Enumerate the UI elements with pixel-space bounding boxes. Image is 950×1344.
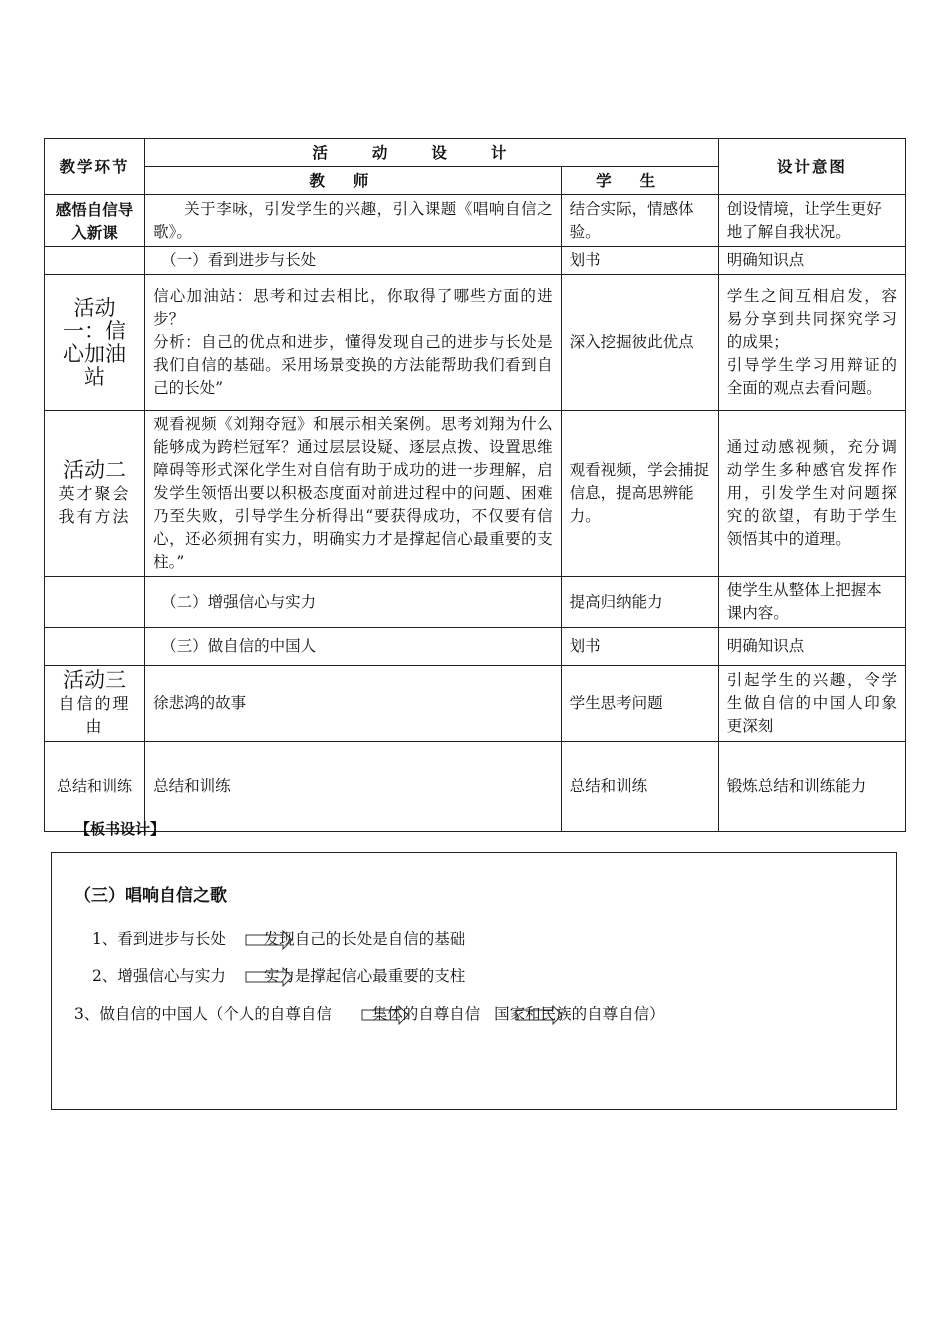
teacher-cell bbox=[145, 275, 561, 411]
teacher-text-1: 信心加油站：思考和过去相比，你取得了哪些方面的进步？ bbox=[153, 287, 553, 328]
student-cell: 观看视频，学会捕捉信息，提高思辨能力。 bbox=[561, 411, 718, 577]
board-line-1 bbox=[92, 927, 465, 950]
intent-text-1: 学生之间互相启发，容易分享到共同探究学习的成果； bbox=[726, 287, 897, 351]
table-row bbox=[45, 247, 906, 275]
table-row bbox=[45, 577, 906, 628]
table-row bbox=[45, 628, 906, 666]
stage-cell bbox=[45, 628, 145, 666]
student-cell: 总结和训练 bbox=[561, 742, 718, 832]
intent-cell: 通过动感视频，充分调动学生多种感官发挥作用，引发学生对问题探究的欲望，有助于学生领悟其中的道理。 bbox=[718, 411, 905, 577]
stage-cell bbox=[45, 411, 145, 577]
stage-cell: 总结和训练 bbox=[45, 742, 145, 832]
stage-cell bbox=[45, 275, 145, 411]
arrow-icon bbox=[245, 930, 293, 950]
teacher-cell: 徐悲鸿的故事 bbox=[145, 666, 561, 742]
board-line-3-part-3: 国家和民族的自尊自信） bbox=[494, 1005, 665, 1023]
student-cell: 提高归纳能力 bbox=[561, 577, 718, 628]
activity-two-sublabel: 英才聚会我有方法 bbox=[58, 484, 131, 526]
teacher-cell: （三）做自信的中国人 bbox=[145, 628, 561, 666]
lesson-plan-table bbox=[44, 138, 906, 832]
header-student: 学生 bbox=[561, 167, 718, 195]
board-line-1-right: 发现自己的长处是自信的基础 bbox=[263, 930, 466, 948]
stage-cell bbox=[45, 247, 145, 275]
board-title: （三）唱响自信之歌 bbox=[74, 886, 227, 906]
board-line-2 bbox=[92, 964, 465, 987]
stage-cell: 感悟自信导入新课 bbox=[45, 195, 145, 247]
student-cell: 结合实际，情感体验。 bbox=[561, 195, 718, 247]
teacher-cell: （一）看到进步与长处 bbox=[145, 247, 561, 275]
board-line-2-right: 实力是撑起信心最重要的支柱 bbox=[263, 967, 466, 985]
teacher-cell: 观看视频《刘翔夺冠》和展示相关案例。思考刘翔为什么能够成为跨栏冠军？通过层层设疑、逐层点拨、设置思维障碍等形式深化学生对自信有助于成功的进一步理解，启发学生领悟出要以积极态度面对前进过程中的问题、困难乃至失败，引导学生分析得出“要获得成功，不仅要有信心，还必须拥有实力，明确实力才是撑起信心最重要的支柱。” bbox=[145, 411, 561, 577]
board-line-3 bbox=[74, 1002, 665, 1025]
student-cell: 划书 bbox=[561, 247, 718, 275]
table-row bbox=[45, 411, 906, 577]
header-teacher: 教师 bbox=[145, 167, 561, 195]
teacher-cell: 关于李咏，引发学生的兴趣，引入课题《唱响自信之歌》。 bbox=[145, 195, 561, 247]
board-line-1-left: 1、看到进步与长处 bbox=[92, 930, 226, 948]
activity-three-label: 活动三 bbox=[63, 668, 127, 692]
board-line-3-part-1: 3、做自信的中国人（个人的自尊自信 bbox=[74, 1005, 332, 1023]
intent-cell: 明确知识点 bbox=[718, 628, 905, 666]
arrow-icon bbox=[245, 967, 293, 987]
activity-three-sublabel: 自信的理由 bbox=[58, 694, 131, 736]
stage-cell bbox=[45, 577, 145, 628]
table-row bbox=[45, 666, 906, 742]
header-activity-design: 活动设计 bbox=[145, 139, 719, 167]
table-row bbox=[45, 275, 906, 411]
arrow-icon bbox=[361, 1005, 409, 1025]
teacher-cell: （二）增强信心与实力 bbox=[145, 577, 561, 628]
board-line-2-left: 2、增强信心与实力 bbox=[92, 967, 226, 985]
intent-text-2: 引导学生学习用辩证的全面的观点去看问题。 bbox=[726, 356, 897, 397]
header-stage: 教学环节 bbox=[45, 139, 145, 195]
board-design-label: 【板书设计】 bbox=[75, 820, 166, 838]
intent-cell: 引起学生的兴趣，令学生做自信的中国人印象更深刻 bbox=[718, 666, 905, 742]
student-cell: 划书 bbox=[561, 628, 718, 666]
board-design-box bbox=[51, 852, 897, 1110]
student-cell: 学生思考问题 bbox=[561, 666, 718, 742]
table-row bbox=[45, 195, 906, 247]
intent-cell: 明确知识点 bbox=[718, 247, 905, 275]
teacher-cell: 总结和训练 bbox=[145, 742, 561, 832]
arrow-icon bbox=[515, 1005, 563, 1025]
stage-cell bbox=[45, 666, 145, 742]
intent-cell: 锻炼总结和训练能力 bbox=[718, 742, 905, 832]
activity-two-label: 活动二 bbox=[63, 458, 127, 482]
student-cell: 深入挖掘彼此优点 bbox=[561, 275, 718, 411]
header-intent: 设计意图 bbox=[718, 139, 905, 195]
table-row bbox=[45, 742, 906, 832]
intent-cell: 使学生从整体上把握本课内容。 bbox=[718, 577, 905, 628]
intent-cell: 创设情境，让学生更好地了解自我状况。 bbox=[718, 195, 905, 247]
board-line-3-part-2: 集体的自尊自信 bbox=[371, 1005, 481, 1023]
teacher-text-2: 分析：自己的优点和进步，懂得发现自己的进步与长处是我们自信的基础。采用场景变换的方法能帮助我们看到自己的长处” bbox=[153, 333, 553, 397]
intent-cell bbox=[718, 275, 905, 411]
activity-one-label: 活动一：信心加油站 bbox=[63, 295, 127, 389]
